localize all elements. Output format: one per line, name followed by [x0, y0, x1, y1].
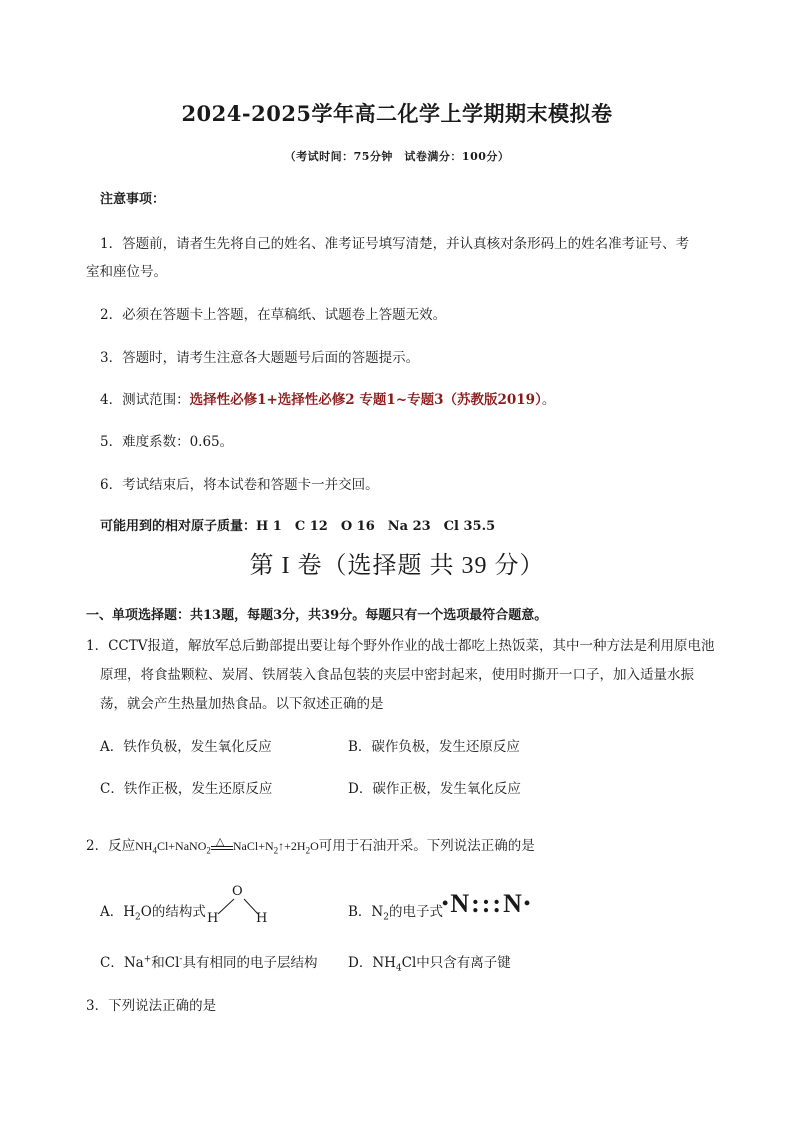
q1-option-d[interactable]: D．碳作正极，发生氧化反应	[348, 781, 521, 797]
page-title: 2024-2025学年高二化学上学期期末模拟卷	[181, 101, 613, 126]
note-1-line1: 1．答题前，请者生先将自己的姓名、准考证号填写清楚，并认真核对条形码上的姓名准考证号、考	[100, 236, 690, 252]
n2-electron-formula: •N:::N•	[442, 889, 533, 918]
exam-info: （考试时间：75分钟 试卷满分：100分）	[284, 150, 510, 163]
water-h2: H	[256, 911, 268, 926]
q1-line2: 原理，将食盐颗粒、炭屑、铁屑装入食品包装的夹层中密封起来，使用时撕开一口子，加入适量水振	[100, 667, 694, 683]
q2-equation: $NH_4Cl+NaNO_2$ △ $NaCl+N_2↑+2H_2O$	[135, 836, 319, 856]
q2-suffix: 可用于石油开采。下列说法正确的是	[318, 838, 535, 854]
note-5: 5．难度系数：0.65。	[100, 434, 234, 450]
q2-option-a[interactable]: A．$H_2O$的结构式	[100, 904, 206, 923]
q3-line1: 3．下列说法正确的是	[86, 998, 217, 1014]
atomic-mass-line: 可能用到的相对原子质量：H 1 C 12 O 16 Na 23 Cl 35.5	[100, 519, 496, 534]
note-4	[100, 388, 555, 408]
note-4-suffix: 。	[541, 392, 556, 408]
q2-option-c[interactable]: C．Na+和Cl-具有相同的电子层结构	[100, 954, 318, 971]
q1-option-c[interactable]: C．铁作正极，发生还原反应	[100, 781, 273, 797]
q2-option-b[interactable]: B．$N_2$的电子式	[348, 904, 443, 923]
section-title: 第 I 卷（选择题 共 39 分）	[249, 553, 545, 579]
note-4-prefix: 4．测试范围：	[100, 392, 190, 408]
q2-prefix: 2．反应	[86, 838, 136, 854]
water-structure	[204, 884, 274, 928]
note-6: 6．考试结束后，将本试卷和答题卡一并交回。	[100, 477, 379, 493]
q2-stem	[86, 834, 535, 855]
q1-line3: 荡，就会产生热量加热食品。以下叙述正确的是	[100, 696, 384, 712]
note-3: 3．答题时，请考生注意各大题题号后面的答题提示。	[100, 350, 420, 366]
notes-heading: 注意事项：	[100, 192, 166, 207]
test-range: 选择性必修1+选择性必修2 专题1~专题3（苏教版2019）	[189, 392, 542, 408]
q1-option-b[interactable]: B．碳作负极，发生还原反应	[348, 739, 520, 755]
delta-icon: △	[215, 836, 225, 848]
q2-option-d[interactable]: D．$NH_4Cl$中只含有离子键	[348, 955, 511, 974]
section-instruction: 一、单项选择题：共13题，每题3分，共39分。每题只有一个选项最符合题意。	[86, 608, 548, 623]
note-2: 2．必须在答题卡上答题，在草稿纸、试题卷上答题无效。	[100, 307, 447, 323]
water-h1: H	[207, 911, 219, 926]
water-o: O	[232, 884, 243, 899]
note-1-line2: 室和座位号。	[86, 264, 167, 280]
q1-line1: 1．CCTV报道，解放军总后勤部提出要让每个野外作业的战士都吃上热饭菜，其中一种方法是利用原电池	[86, 638, 715, 654]
q1-option-a[interactable]: A．铁作负极，发生氧化反应	[100, 739, 272, 755]
